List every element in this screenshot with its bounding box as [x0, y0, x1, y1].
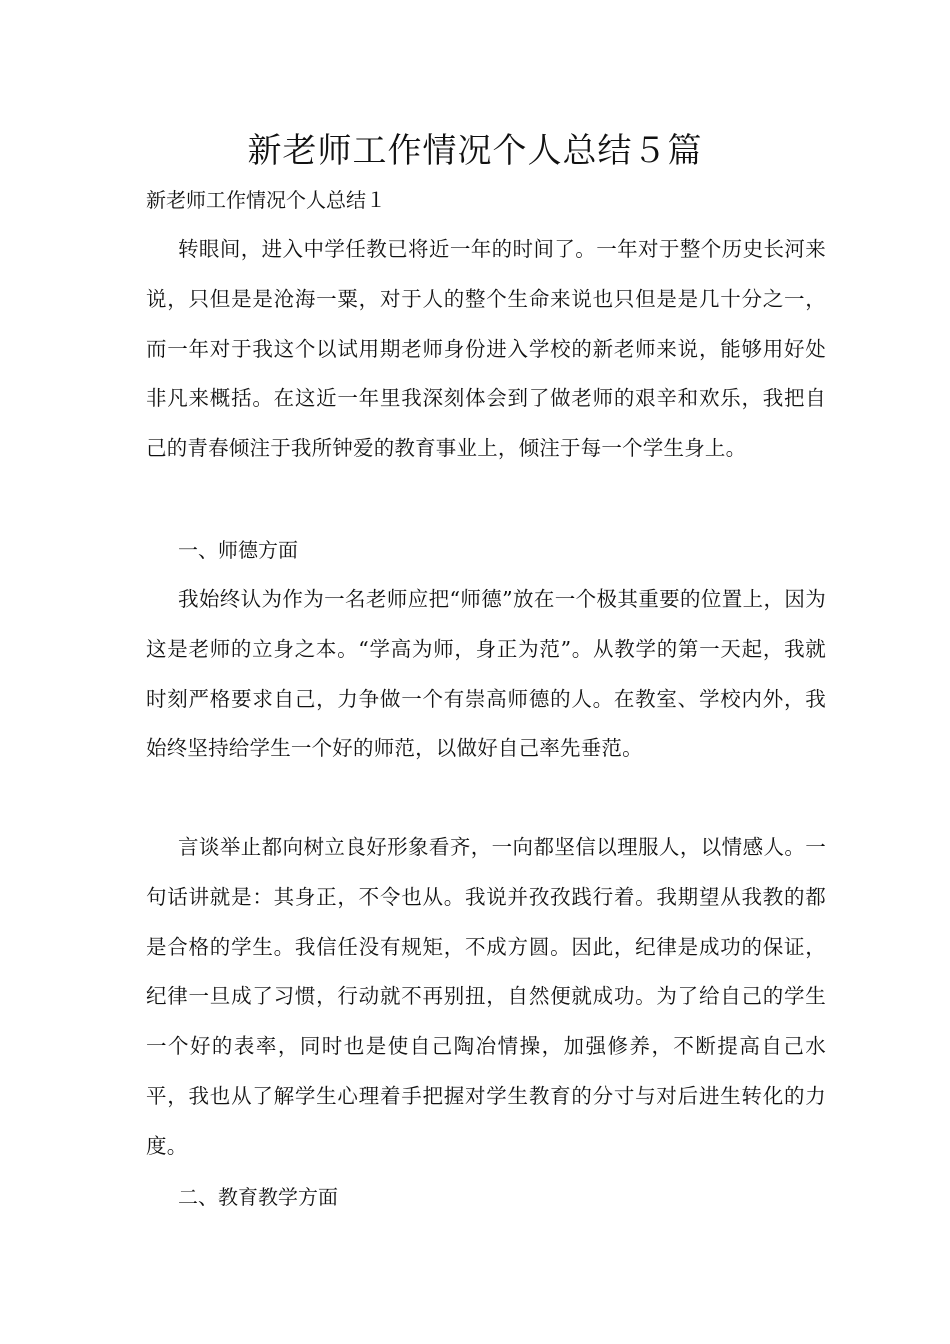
- paragraph-ethics: 我始终认为作为一名老师应把“师德”放在一个极其重要的位置上，因为这是老师的立身之本。“学高为师，身正为范”。从教学的第一天起，我就时刻严格要求自己，力争做一个有崇高师德的人。在教室、学校内外，我始终坚持给学生一个好的师范，以做好自己率先垂范。: [146, 587, 826, 761]
- section-heading-ethics: 一、师德方面: [178, 538, 298, 562]
- paragraph-intro: 转眼间，进入中学任教已将近一年的时间了。一年对于整个历史长河来说，只但是是沧海一粟，对于人的整个生命来说也只但是是几十分之一，而一年对于我这个以试用期老师身份进入学校的新老师来说，能够用好处非凡来概括。在这近一年里我深刻体会到了做老师的艰辛和欢乐，我把自己的青春倾注于我所钟爱的教育事业上，倾注于每一个学生身上。: [146, 237, 826, 461]
- document-subtitle: 新老师工作情况个人总结１: [146, 188, 386, 212]
- paragraph-conduct: 言谈举止都向树立良好形象看齐，一向都坚信以理服人，以情感人。一句话讲就是：其身正，不令也从。我说并孜孜践行着。我期望从我教的都是合格的学生。我信任没有规矩，不成方圆。因此，纪律是成功的保证，纪律一旦成了习惯，行动就不再别扭，自然便就成功。为了给自己的学生一个好的表率，同时也是使自己陶冶情操，加强修养，不断提高自己水平，我也从了解学生心理着手把握对学生教育的分寸与对后进生转化的力度。: [146, 835, 826, 1158]
- section-heading-teaching: 二、教育教学方面: [178, 1185, 338, 1209]
- document-title: 新老师工作情况个人总结５篇: [247, 131, 703, 171]
